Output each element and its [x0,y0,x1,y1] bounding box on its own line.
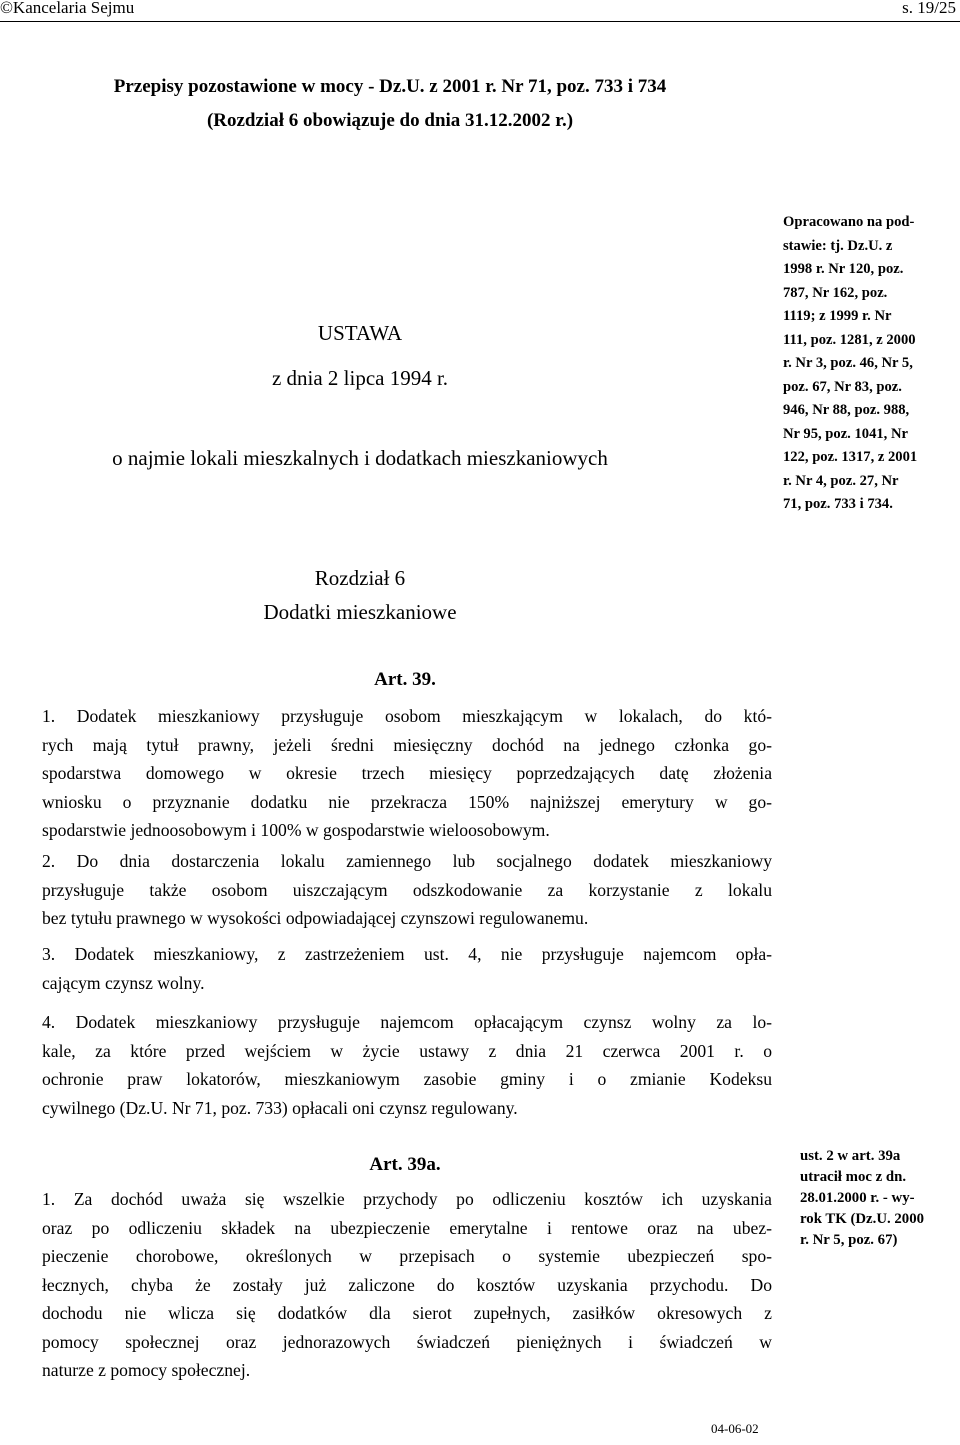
paragraph-line: łecznych, chyba że zostały już zaliczone do kosztów uzyskania przychodu. Do [42,1274,772,1295]
chapter-title: Dodatki mieszkaniowe [263,600,457,624]
margin-note-line: 28.01.2000 r. - wy- [800,1190,915,1206]
header-page-number: s. 19/25 [902,0,956,17]
chapter-number: Rozdział 6 [314,566,406,590]
source-line: 787, Nr 162, poz. [783,284,888,301]
paragraph-line: spodarstwa domowego w okresie trzech miesięcy poprzedzających datę złożenia [42,763,772,783]
paragraph-line: cającym czynsz wolny. [42,972,205,993]
header-divider [0,21,960,22]
art39-paragraph-3 [42,940,772,997]
paragraph-line: 4. Dodatek mieszkaniowy przysługuje najemcom opłacającym czynsz wolny za lo- [42,1012,772,1032]
source-line: r. Nr 4, poz. 27, Nr [783,472,899,489]
paragraph-line: kale, za które przed wejściem w życie ustawy z dnia 21 czerwca 2001 r. o [42,1040,772,1061]
source-note [783,211,959,517]
source-line: Opracowano na pod- [783,214,915,230]
source-line: 1119; z 1999 r. Nr [783,308,892,324]
margin-note-line: ust. 2 w art. 39a [800,1148,901,1164]
remark-line-2: (Rozdział 6 obowiązuje do dnia 31.12.2002 r.) [206,110,574,131]
paragraph-line: 1. Dodatek mieszkaniowy przysługuje osobom mieszkającym w lokalach, do któ- [42,706,772,726]
paragraph-line: cywilnego (Dz.U. Nr 71, poz. 733) opłacali oni czynsz regulowany. [42,1097,518,1118]
paragraph-line: oraz po odliczeniu składek na ubezpieczenie emerytalne i rentowe oraz na ubez- [42,1217,772,1238]
act-title: o najmie lokali mieszkalnych i dodatkach mieszkaniowych [112,446,608,470]
source-line: r. Nr 3, poz. 46, Nr 5, [783,355,913,371]
article-39a-heading: Art. 39a. [369,1154,441,1175]
paragraph-line: pomocy społecznej oraz jednorazowych świadczeń pieniężnych i świadczeń w [42,1331,772,1352]
margin-note [800,1146,960,1251]
margin-note-line: utracił moc z dn. [800,1169,907,1185]
act-date: z dnia 2 lipca 1994 r. [271,366,449,390]
paragraph-line: bez tytułu prawnego w wysokości odpowiadającej czynszowi regulowanemu. [42,908,589,928]
margin-note-line: r. Nr 5, poz. 67) [800,1232,898,1248]
source-line: poz. 67, Nr 83, poz. [783,378,902,395]
paragraph-line: 3. Dodatek mieszkaniowy, z zastrzeżeniem ust. 4, nie przysługuje najemcom opła- [42,944,772,964]
remark-title [60,70,720,138]
paragraph-line: naturze z pomocy społecznej. [42,1360,251,1380]
art39-paragraph-2 [42,847,772,933]
art39-paragraph-4 [42,1008,772,1122]
paragraph-line: wniosku o przyznanie dodatku nie przekracza 150% najniższej emerytury w go- [42,791,772,812]
paragraph-line: rych mają tytuł prawny, jeżeli średni miesięczny dochód na jednego członka go- [42,734,772,755]
art39-paragraph-1 [42,702,772,845]
paragraph-line: 2. Do dnia dostarczenia lokalu zamiennego lub socjalnego dodatek mieszkaniowy [42,851,772,871]
source-line: 111, poz. 1281, z 2000 [783,331,916,348]
margin-note-line: rok TK (Dz.U. 2000 [800,1211,924,1227]
act-type: USTAWA [317,321,403,345]
paragraph-line: 1. Za dochód uważa się wszelkie przychody po odliczeniu kosztów ich uzyskania [42,1189,772,1209]
source-line: 71, poz. 733 i 734. [783,496,893,512]
source-line: Nr 95, poz. 1041, Nr [783,425,908,442]
source-line: 122, poz. 1317, z 2001 [783,449,918,465]
paragraph-line: pieczenie chorobowe, określonych w przepisach o systemie ubezpieczeń spo- [42,1246,772,1266]
paragraph-line: przysługuje także osobom uiszczającym odszkodowanie za korzystanie z lokalu [42,879,772,900]
article-39-heading: Art. 39. [374,669,436,690]
paragraph-line: spodarstwie jednoosobowym i 100% w gospodarstwie wieloosobowym. [42,820,550,840]
paragraph-line: ochronie praw lokatorów, mieszkaniowym zasobie gminy i o zmianie Kodeksu [42,1069,772,1089]
art39a-paragraph-1 [42,1185,772,1385]
source-line: 946, Nr 88, poz. 988, [783,402,910,418]
footer-date: 04-06-02 [711,1421,759,1436]
source-line: 1998 r. Nr 120, poz. [783,261,904,277]
source-line: stawie: tj. Dz.U. z [783,237,893,254]
remark-line-1: Przepisy pozostawione w mocy - Dz.U. z 2001 r. Nr 71, poz. 733 i 734 [113,76,667,97]
header-source: ©Kancelaria Sejmu [0,0,135,17]
paragraph-line: dochodu nie wlicza się dodatków dla sierot zupełnych, zasiłków okresowych z [42,1303,772,1323]
